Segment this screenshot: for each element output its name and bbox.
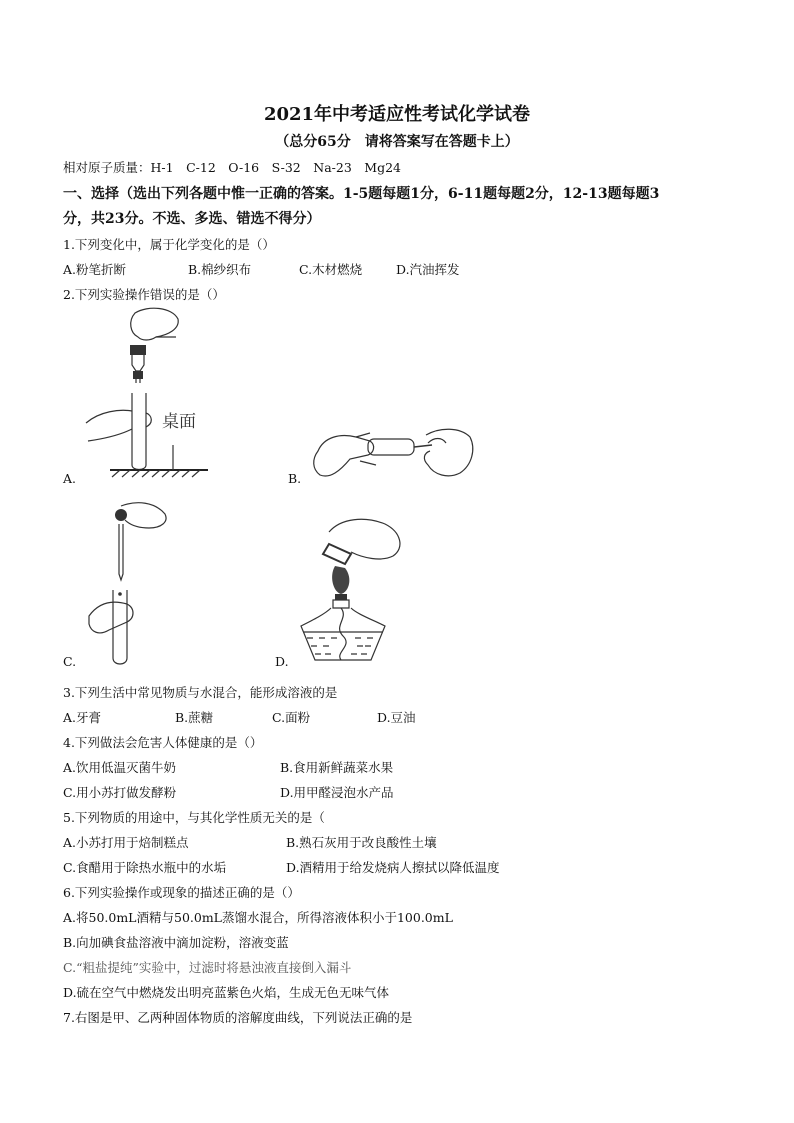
figure-a-dropper-test-tube bbox=[80, 305, 210, 480]
question-2-stem: 2.下列实验操作错误的是（） bbox=[63, 287, 225, 302]
q2-option-c: C. bbox=[63, 654, 77, 669]
q5-option-b: B.熟石灰用于改良酸性土壤 bbox=[286, 835, 437, 850]
question-7-stem: 7.右图是甲、乙两种固体物质的溶解度曲线，下列说法正确的是 bbox=[63, 1010, 413, 1025]
q6-option-b: B.向加碘食盐溶液中滴加淀粉，溶液变蓝 bbox=[63, 935, 289, 950]
q6-option-d: D.硫在空气中燃烧发出明亮蓝紫色火焰，生成无色无味气体 bbox=[63, 985, 390, 1000]
question-5-stem: 5.下列物质的用途中，与其化学性质无关的是（ bbox=[63, 810, 325, 825]
q4-option-c: C.用小苏打做发酵粉 bbox=[63, 785, 177, 800]
q1-option-b: B.棉纱织布 bbox=[188, 262, 252, 277]
q2-option-a: A. bbox=[63, 471, 77, 486]
q5-option-a: A.小苏打用于焙制糕点 bbox=[63, 835, 189, 850]
figure-d-alcohol-lamp bbox=[295, 514, 415, 666]
q1-option-d: D.汽油挥发 bbox=[396, 262, 460, 277]
question-1-stem: 1.下列变化中，属于化学变化的是（） bbox=[63, 237, 275, 252]
desk-label: 桌面 bbox=[162, 412, 196, 432]
figure-c-dropper-test-tube bbox=[85, 498, 175, 670]
atomic-mass-line: 相对原子质量：H-1 C-12 O-16 S-32 Na-23 Mg24 bbox=[63, 160, 401, 175]
section-heading bbox=[63, 182, 743, 232]
q6-option-a: A.将50.0mL酒精与50.0mL蒸馏水混合，所得溶液体积小于100.0mL bbox=[63, 910, 453, 925]
q5-option-d: D.酒精用于给发烧病人擦拭以降低温度 bbox=[286, 860, 500, 875]
q3-option-c: C.面粉 bbox=[272, 710, 311, 725]
q4-option-a: A.饮用低温灭菌牛奶 bbox=[63, 760, 177, 775]
q3-option-b: B.蔗糖 bbox=[175, 710, 214, 725]
q3-option-a: A.牙膏 bbox=[63, 710, 102, 725]
figure-b-hands-tube-connect bbox=[310, 415, 480, 490]
q1-option-c: C.木材燃烧 bbox=[299, 262, 363, 277]
q6-option-c: C.“粗盐提纯”实验中，过滤时将悬浊液直接倒入漏斗 bbox=[63, 960, 352, 975]
q1-option-a: A.粉笔折断 bbox=[63, 262, 127, 277]
question-3-stem: 3.下列生活中常见物质与水混合，能形成溶液的是 bbox=[63, 685, 338, 700]
exam-subtitle: （总分65分 请将答案写在答题卡上） bbox=[275, 134, 519, 150]
q3-option-d: D.豆油 bbox=[377, 710, 416, 725]
q2-option-b: B. bbox=[288, 471, 302, 486]
q4-option-d: D.用甲醛浸泡水产品 bbox=[280, 785, 394, 800]
q4-option-b: B.食用新鲜蔬菜水果 bbox=[280, 760, 394, 775]
section-heading-line1: 一、选择（选出下列各题中惟一正确的答案。1-5题每题1分，6-11题每题2分，12-13题每题3 bbox=[63, 186, 660, 202]
q5-option-c: C.食醋用于除热水瓶中的水垢 bbox=[63, 860, 227, 875]
q2-option-d: D. bbox=[275, 654, 289, 669]
exam-title: 2021年中考适应性考试化学试卷 bbox=[263, 104, 531, 125]
section-heading-line2: 分，共23分。不选、多选、错选不得分） bbox=[63, 211, 321, 227]
question-6-stem: 6.下列实验操作或现象的描述正确的是（） bbox=[63, 885, 300, 900]
question-4-stem: 4.下列做法会危害人体健康的是（） bbox=[63, 735, 263, 750]
